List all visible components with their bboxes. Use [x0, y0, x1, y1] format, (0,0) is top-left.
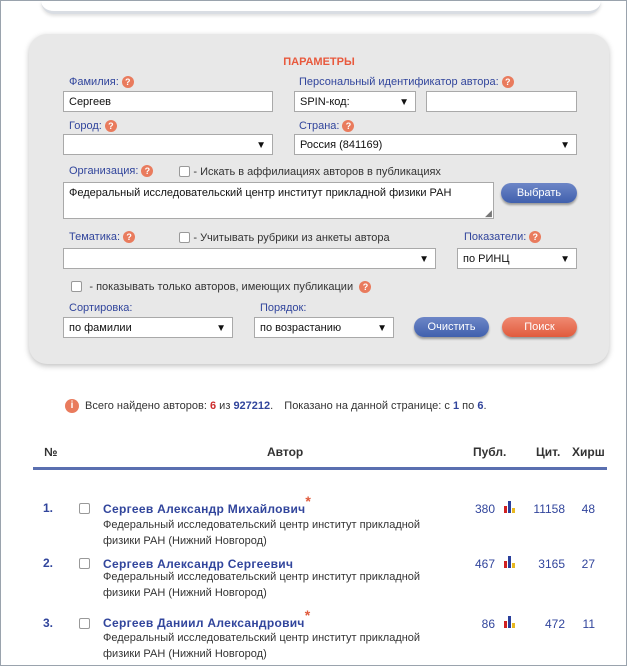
only-with-publications-checkbox[interactable] — [71, 281, 82, 292]
citations-count[interactable]: 472 — [544, 617, 565, 631]
choose-organization-button[interactable]: Выбрать — [501, 183, 577, 203]
col-header-author[interactable]: Автор — [267, 445, 304, 459]
city-label: Город: ? — [69, 120, 117, 132]
row-number: 3. — [43, 616, 54, 630]
publications-count[interactable]: 380 — [474, 502, 495, 516]
search-parameters-panel — [29, 34, 609, 364]
hirsch-index: 11 — [582, 617, 595, 631]
star-marker: * — [305, 493, 311, 509]
hirsch-index: 48 — [581, 502, 595, 516]
clear-button[interactable]: Очистить — [414, 317, 489, 337]
affiliation-checkbox-label: - Искать в аффилиациях авторов в публикациях — [193, 166, 441, 178]
only-with-publications-option — [71, 279, 371, 293]
table-header-divider — [33, 467, 607, 470]
country-select[interactable]: Россия (841169) ▼ — [294, 134, 577, 155]
chevron-down-icon: ▼ — [560, 254, 570, 265]
order-select[interactable]: по возрастанию ▼ — [254, 317, 394, 338]
help-icon[interactable]: ? — [122, 76, 134, 88]
col-header-num: № — [44, 445, 58, 459]
help-icon[interactable]: ? — [342, 120, 354, 132]
bar-chart-icon[interactable] — [503, 499, 517, 513]
topic-rubrics-option — [179, 230, 390, 244]
top-bar-decoration — [41, 1, 601, 14]
search-button[interactable]: Поиск — [502, 317, 577, 337]
col-header-publications[interactable]: Публ. — [473, 445, 507, 459]
row-number: 1. — [43, 501, 54, 515]
publications-count[interactable]: 86 — [481, 617, 495, 631]
topic-rubrics-checkbox[interactable] — [179, 232, 190, 243]
total-count: 927212 — [233, 400, 271, 412]
affiliation-search-option — [179, 164, 441, 178]
author-name-link[interactable]: Сергеев Александр Сергеевич — [103, 557, 294, 571]
info-icon: i — [65, 399, 79, 413]
row-select-checkbox[interactable] — [79, 618, 90, 629]
chevron-down-icon: ▼ — [377, 323, 387, 334]
only-with-publications-label: - показывать только авторов, имеющих публикации — [89, 281, 354, 293]
author-id-type-select[interactable]: SPIN-код: ▼ — [294, 91, 416, 112]
surname-label: Фамилия: ? — [69, 76, 134, 88]
affiliation-checkbox[interactable] — [179, 166, 190, 177]
topic-rubrics-checkbox-label: - Учитывать рубрики из анкеты автора — [193, 232, 390, 244]
chevron-down-icon: ▼ — [399, 97, 409, 108]
author-affiliation: Федеральный исследовательский центр институт прикладной физики РАН (Нижний Новгород) — [103, 571, 421, 599]
help-icon[interactable]: ? — [359, 281, 371, 293]
resize-grip-icon: ◢ — [485, 208, 492, 218]
table-row — [1, 549, 626, 609]
table-row — [1, 605, 626, 665]
panel-title: ПАРАМЕТРЫ — [283, 56, 355, 68]
results-summary: Всего найдено авторов: 6 из 927212. Показано на данной странице: с 1 по 6. — [85, 400, 487, 412]
chevron-down-icon: ▼ — [419, 254, 429, 265]
citations-count[interactable]: 3165 — [538, 557, 565, 571]
order-label: Порядок: — [260, 302, 307, 314]
indicators-select[interactable]: по РИНЦ ▼ — [457, 248, 577, 269]
chevron-down-icon: ▼ — [256, 140, 266, 151]
organization-textarea[interactable]: Федеральный исследовательский центр институт прикладной физики РАН — [63, 182, 494, 219]
star-marker: * — [304, 607, 311, 623]
help-icon[interactable]: ? — [141, 165, 153, 177]
col-header-hirsch[interactable]: Хирш — [572, 445, 605, 459]
author-name-link[interactable]: Сергеев Даниил Александрович* — [103, 607, 311, 630]
sort-select[interactable]: по фамилии ▼ — [63, 317, 233, 338]
col-header-citations[interactable]: Цит. — [536, 445, 561, 459]
help-icon[interactable]: ? — [123, 231, 135, 243]
citations-count[interactable]: 11158 — [533, 502, 565, 516]
sort-label: Сортировка: — [69, 302, 133, 314]
author-name-link[interactable]: Сергеев Александр Михайлович* — [103, 493, 311, 516]
author-affiliation: Федеральный исследовательский центр институт прикладной физики РАН (Нижний Новгород) — [103, 519, 421, 547]
row-select-checkbox[interactable] — [79, 558, 90, 569]
help-icon[interactable]: ? — [529, 231, 541, 243]
author-affiliation: Федеральный исследовательский центр институт прикладной физики РАН (Нижний Новгород) — [103, 632, 421, 660]
surname-input[interactable]: Сергеев — [63, 91, 273, 112]
author-id-label: Персональный идентификатор автора: ? — [299, 76, 514, 88]
indicators-label: Показатели: ? — [464, 231, 541, 243]
bar-chart-icon[interactable] — [503, 614, 517, 628]
country-label: Страна: ? — [299, 120, 354, 132]
table-row — [1, 493, 626, 553]
author-id-input[interactable] — [426, 91, 577, 112]
chevron-down-icon: ▼ — [560, 140, 570, 151]
topic-select[interactable] — [63, 248, 436, 269]
bar-chart-icon[interactable] — [503, 554, 517, 568]
hirsch-index: 27 — [581, 557, 595, 571]
topic-label: Тематика: ? — [69, 231, 135, 243]
help-icon[interactable]: ? — [502, 76, 514, 88]
found-count: 6 — [209, 400, 217, 412]
row-number: 2. — [43, 556, 54, 570]
chevron-down-icon: ▼ — [216, 323, 226, 334]
city-select[interactable] — [63, 134, 273, 155]
publications-count[interactable]: 467 — [474, 557, 495, 571]
row-select-checkbox[interactable] — [79, 503, 90, 514]
organization-label: Организация: ? — [69, 165, 153, 177]
help-icon[interactable]: ? — [105, 120, 117, 132]
